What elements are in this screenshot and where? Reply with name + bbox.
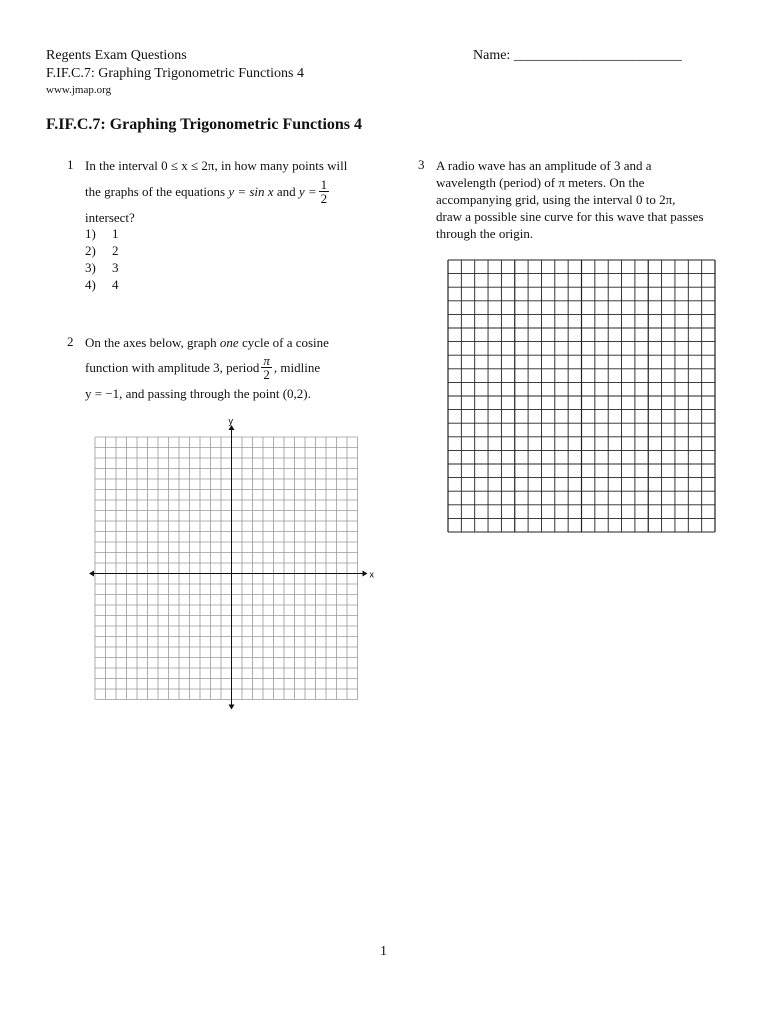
- question-1-and: and: [276, 183, 296, 199]
- question-2-line1: [85, 334, 329, 351]
- question-1-line3: intersect?: [85, 210, 135, 225]
- fraction-numerator: 1: [320, 176, 328, 192]
- fraction-denominator: 2: [320, 190, 328, 206]
- coordinate-plane: [85, 415, 380, 720]
- question-1-fraction: [319, 178, 330, 205]
- answer-grid: [446, 258, 718, 536]
- question-3-line5: through the origin.: [436, 226, 534, 241]
- page-title: F.IF.C.7: Graphing Trigonometric Functions 4: [46, 116, 363, 133]
- question-2-text-a: On the axes below, graph: [85, 335, 217, 350]
- question-3-line4: draw a possible sine curve for this wave that passes: [436, 209, 704, 224]
- choice-4-value: 4: [112, 277, 119, 292]
- choice-3-value: 3: [112, 260, 119, 275]
- question-2-line3: y = −1, and passing through the point (0,2).: [85, 386, 311, 401]
- choice-1-value: 1: [112, 226, 119, 241]
- x-axis-arrow-right: [363, 571, 368, 577]
- question-1-line1: In the interval 0 ≤ x ≤ 2π, in how many points will: [85, 158, 348, 173]
- page-number: 1: [380, 944, 387, 959]
- choice-1-label: 1): [85, 226, 96, 241]
- x-axis-arrow-left: [89, 571, 94, 577]
- header-source: Regents Exam Questions: [46, 48, 187, 63]
- header-standard: F.IF.C.7: Graphing Trigonometric Functions 4: [46, 66, 304, 81]
- question-1-line2: [85, 176, 331, 206]
- y-axis-label: y: [228, 416, 233, 426]
- question-3-line2: wavelength (period) of π meters. On the: [436, 175, 645, 190]
- question-2-text-b: cycle of a cosine: [241, 335, 329, 350]
- question-2-number: 2: [67, 334, 74, 349]
- question-1-equation-1: y = sin x: [228, 183, 274, 199]
- x-axis-label: x: [369, 569, 374, 580]
- header-website: www.jmap.org: [46, 84, 112, 96]
- question-2-text-c: function with amplitude 3, period: [85, 359, 260, 375]
- question-2-fraction: [261, 354, 272, 381]
- question-3-line3: accompanying grid, using the interval 0 to 2π,: [436, 192, 676, 207]
- question-1-number: 1: [67, 157, 74, 172]
- choice-4-label: 4): [85, 277, 96, 292]
- question-3-number: 3: [418, 157, 425, 172]
- choice-3-label: 3): [85, 260, 96, 275]
- question-3-line1: A radio wave has an amplitude of 3 and a: [436, 158, 652, 173]
- question-1-text: the graphs of the equations: [85, 183, 226, 199]
- name-field-label: Name: ________________________: [473, 48, 682, 63]
- fraction-numerator: π: [263, 352, 270, 368]
- question-2-text-d: , midline: [273, 359, 321, 375]
- y-axis-arrow-down: [229, 705, 235, 710]
- question-2-emphasis: one: [219, 335, 239, 350]
- choice-2-label: 2): [85, 243, 96, 258]
- fraction-denominator: 2: [263, 366, 270, 382]
- choice-2-value: 2: [112, 243, 119, 258]
- question-2-line2: [85, 352, 320, 382]
- question-1-equation-2: y =: [298, 183, 317, 199]
